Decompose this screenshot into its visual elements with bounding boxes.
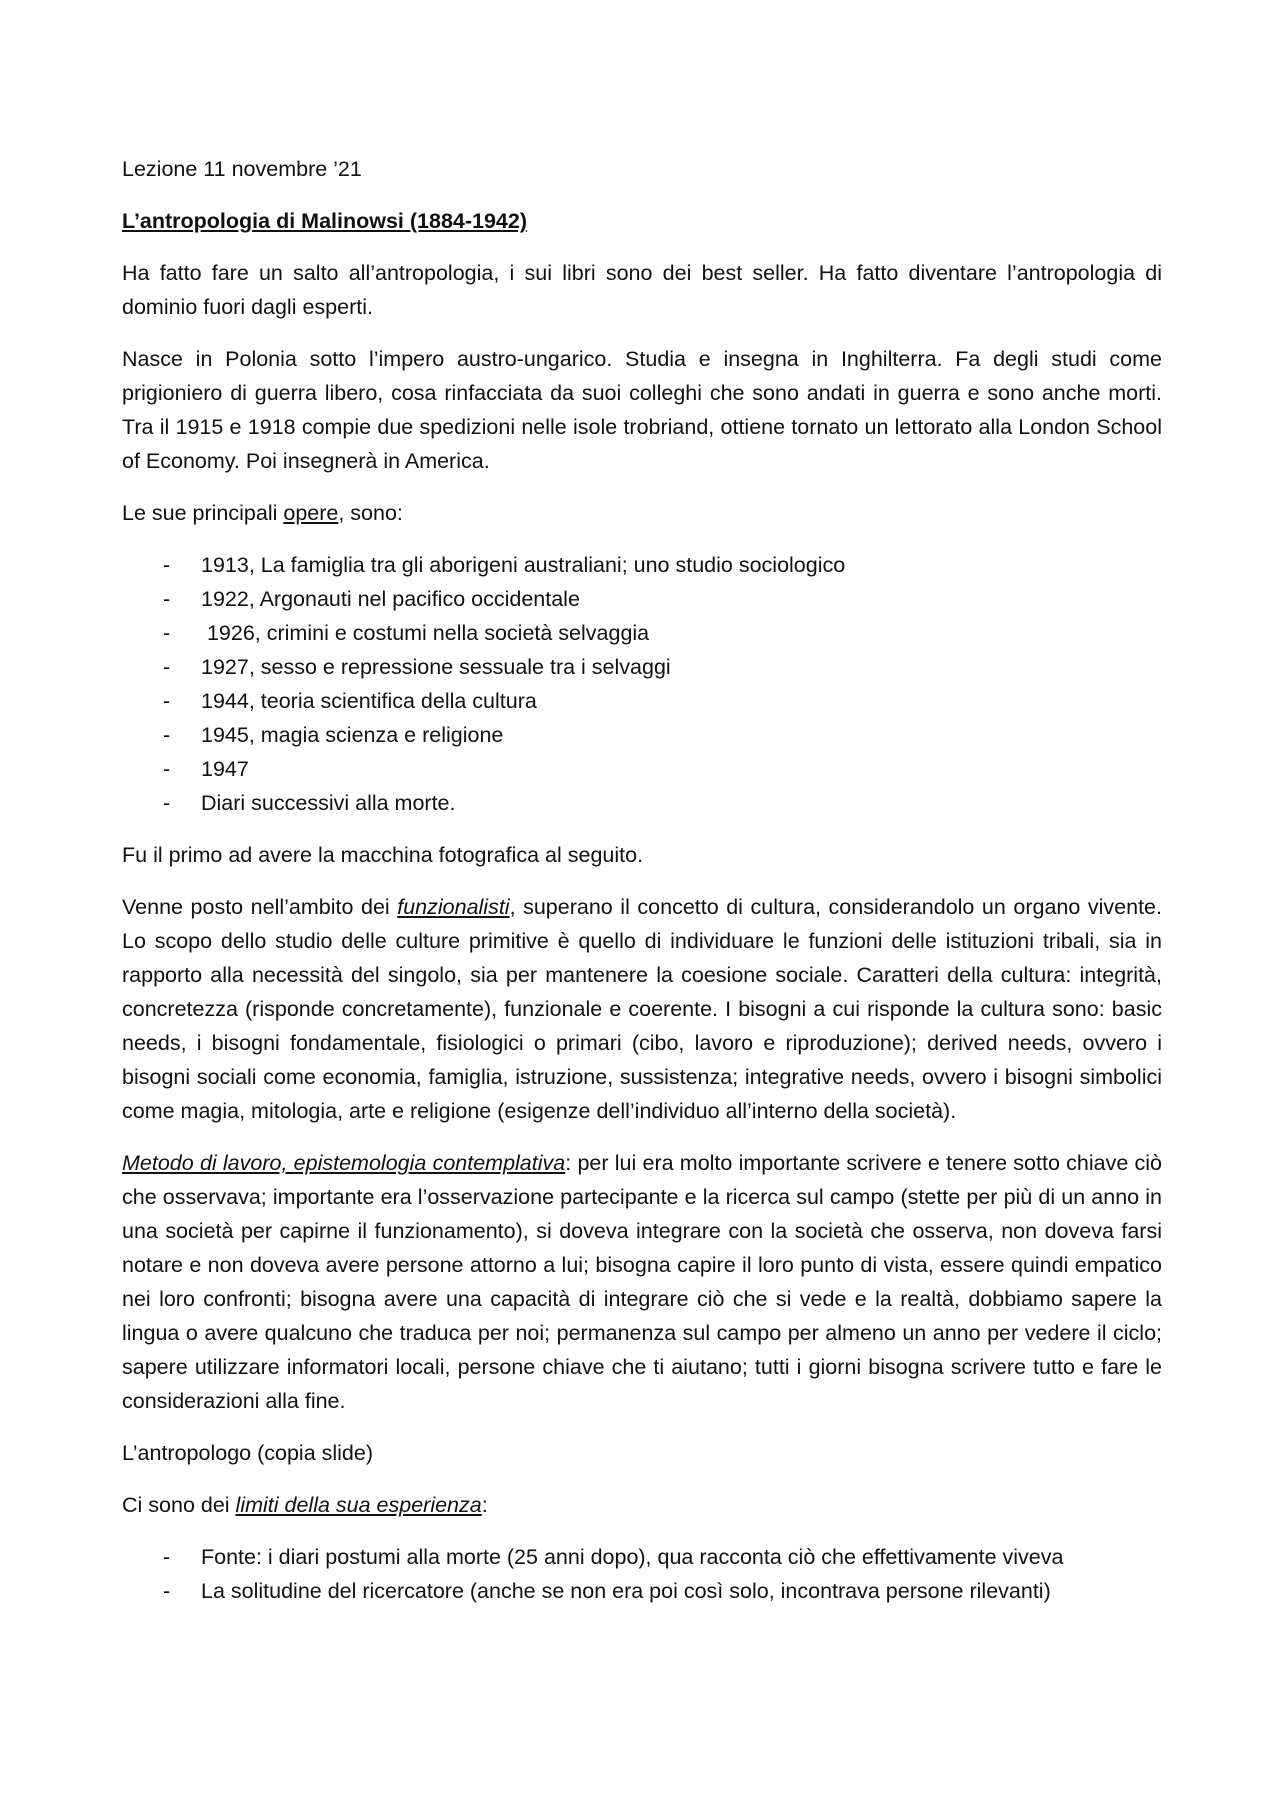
document-page (122, 152, 1162, 1626)
dash-bullet: - (163, 587, 171, 611)
works-intro-emphasis: opere (283, 501, 339, 525)
list-item-text: 1927, sesso e repressione sessuale tra i selvaggi (201, 655, 671, 679)
limits-intro (122, 1488, 1162, 1522)
dash-bullet: - (163, 791, 171, 815)
list-item (122, 786, 1162, 820)
dash-bullet: - (163, 1545, 171, 1569)
limits-intro-before: Ci sono dei (122, 1493, 236, 1517)
dash-bullet: - (163, 723, 171, 747)
functionalists-before: Venne posto nell’ambito dei (122, 895, 398, 919)
works-intro-before: Le sue principali (122, 501, 284, 525)
list-item-text: 1944, teoria scientifica della cultura (201, 689, 537, 713)
list-item (122, 548, 1162, 582)
list-item-text: 1926, crimini e costumi nella società selvaggia (201, 621, 650, 645)
section-title (122, 204, 1162, 238)
biography-paragraph: Nasce in Polonia sotto l’impero austro-ungarico. Studia e insegna in Inghilterra. Fa degli studi come prigioniero di guerra libero, cosa rinfacciata da suoi colleghi che sono andati in guerra e sono anche morti. Tra il 1915 e 1918 compie due spedizioni nelle isole trobriand, ottiene tornato un lettorato alla London School of Economy. Poi insegnerà in America. (122, 347, 1162, 473)
list-item (122, 582, 1162, 616)
list-item (122, 1574, 1162, 1608)
list-item (122, 616, 1162, 650)
list-item-text: Diari successivi alla morte. (201, 791, 456, 815)
functionalists-emphasis: funzionalisti (397, 895, 510, 919)
anthropologist-line: L’antropologo (copia slide) (122, 1441, 373, 1465)
works-intro (122, 496, 1162, 530)
functionalists-paragraph (122, 890, 1162, 1128)
list-item-text: 1947 (201, 757, 249, 781)
method-paragraph (122, 1146, 1162, 1418)
lesson-date: Lezione 11 novembre ’21 (122, 157, 362, 181)
camera-paragraph: Fu il primo ad avere la macchina fotografica al seguito. (122, 843, 644, 867)
limits-intro-after: : (481, 1493, 488, 1517)
works-intro-after: , sono: (338, 501, 403, 525)
dash-bullet: - (163, 757, 171, 781)
list-item (122, 684, 1162, 718)
intro-paragraph: Ha fatto fare un salto all’antropologia, i sui libri sono dei best seller. Ha fatto diventare l’antropologia di dominio fuori dagli esperti. (122, 261, 1162, 319)
list-item (122, 650, 1162, 684)
limits-intro-emphasis: limiti della sua esperienza (235, 1493, 482, 1517)
list-item (122, 1540, 1162, 1574)
list-item (122, 718, 1162, 752)
list-item-text: 1913, La famiglia tra gli aborigeni australiani; uno studio sociologico (201, 553, 846, 577)
section-title-text: L’antropologia di Malinowsi (1884-1942) (122, 209, 528, 233)
method-emphasis: Metodo di lavoro, epistemologia contemplativa (122, 1151, 566, 1175)
list-item (122, 752, 1162, 786)
method-after: : per lui era molto importante scrivere e tenere sotto chiave ciò che osservava; importante era l’osservazione partecipante e la ricerca sul campo (stette per più di un anno in una società per capirne il funzionamento), si doveva integrare con la società che osserva, non doveva farsi notare e non doveva avere persone attorno a lui; bisogna capire il loro punto di vista, essere quindi empatico nei loro confronti; bisogna avere una capacità di integrare ciò che si vede e la realtà, dobbiamo sapere la lingua o avere qualcuno che traduca per noi; permanenza sul campo per almeno un anno per vedere il ciclo; sapere utilizzare informatori locali, persone chiave che ti aiutano; tutti i giorni bisogna scrivere tutto e fare le considerazioni alla fine. (122, 1151, 1162, 1413)
list-item-text: 1922, Argonauti nel pacifico occidentale (201, 587, 580, 611)
list-item-text: 1945, magia scienza e religione (201, 723, 504, 747)
dash-bullet: - (163, 621, 171, 645)
dash-bullet: - (163, 1579, 171, 1603)
list-item-text: Fonte: i diari postumi alla morte (25 anni dopo), qua racconta ciò che effettivamente viveva (201, 1545, 1064, 1569)
works-list (122, 548, 1162, 820)
dash-bullet: - (163, 655, 171, 679)
list-item-text: La solitudine del ricercatore (anche se non era poi così solo, incontrava persone rilevanti) (201, 1579, 1051, 1603)
functionalists-after: , superano il concetto di cultura, considerandolo un organo vivente. Lo scopo dello studio delle culture primitive è quello di individuare le funzioni delle istituzioni tribali, sia in rapporto alla necessità del singolo, sia per mantenere la coesione sociale. Caratteri della cultura: integrità, concretezza (risponde concretamente), funzionale e coerente. I bisogni a cui risponde la cultura sono: basic needs, i bisogni fondamentale, fisiologici o primari (cibo, lavoro e riproduzione); derived needs, ovvero i bisogni sociali come economia, famiglia, istruzione, sussistenza; integrative needs, ovvero i bisogni simbolici come magia, mitologia, arte e religione (esigenze dell’individuo all’interno della società). (122, 895, 1162, 1123)
limits-list (122, 1540, 1162, 1608)
dash-bullet: - (163, 553, 171, 577)
dash-bullet: - (163, 689, 171, 713)
